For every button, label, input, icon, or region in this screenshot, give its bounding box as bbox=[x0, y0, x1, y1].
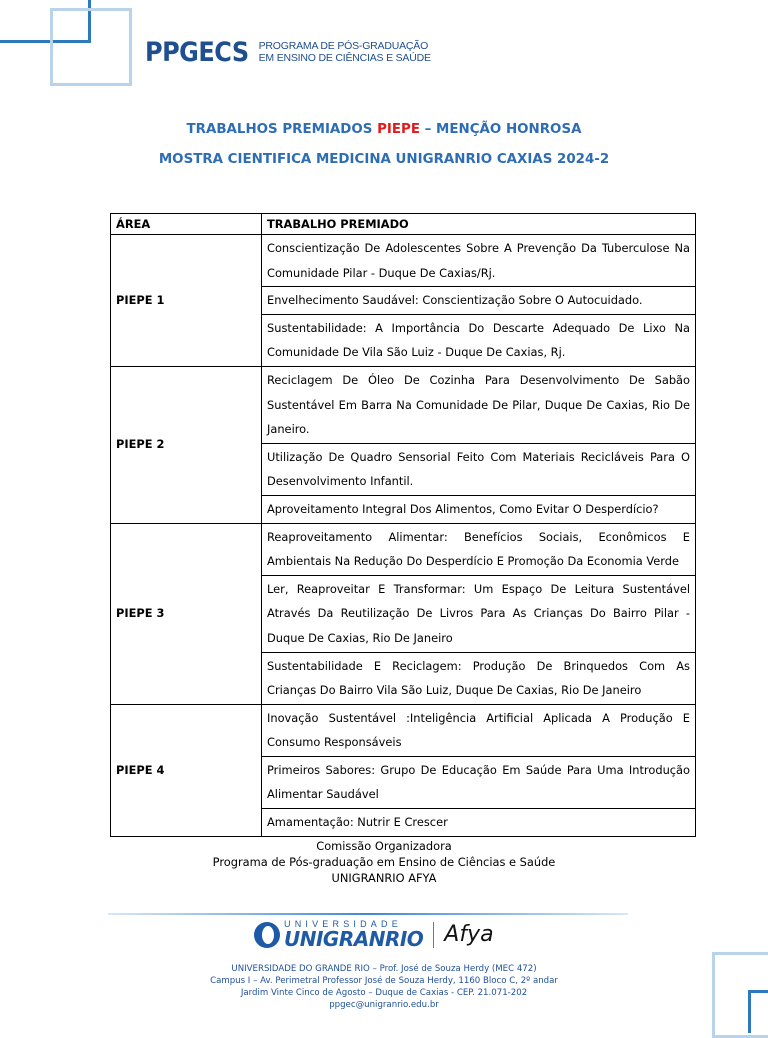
area-cell: PIEPE 3 bbox=[111, 523, 262, 704]
address-line1: UNIVERSIDADE DO GRANDE RIO – Prof. José de Souza Herdy (MEC 472) bbox=[231, 964, 537, 974]
logo-subtitle-line1: PROGRAMA DE PÓS-GRADUAÇÃO bbox=[258, 40, 429, 52]
afya-wordmark: Afya bbox=[444, 922, 494, 947]
footer-divider bbox=[108, 913, 628, 915]
title-highlight: PIEPE bbox=[377, 122, 421, 137]
logo-separator bbox=[433, 922, 434, 948]
awarded-work-cell: Sustentabilidade: A Importância Do Descarte Adequado De Lixo Na Comunidade De Vila São Luiz - Duque De Caxias, Rj. bbox=[262, 314, 696, 366]
header-area: ÁREA bbox=[111, 214, 262, 235]
document-subtitle: MOSTRA CIENTIFICA MEDICINA UNIGRANRIO CAXIAS 2024-2 bbox=[158, 152, 610, 167]
unigranrio-emblem-icon bbox=[254, 922, 280, 948]
contact-email[interactable]: ppgec@unigranrio.edu.br bbox=[329, 1000, 439, 1010]
address-block bbox=[0, 963, 768, 1011]
header-work: TRABALHO PREMIADO bbox=[262, 214, 696, 235]
table-row bbox=[111, 366, 696, 443]
table-row bbox=[111, 235, 696, 287]
title-suffix: – MENÇÃO HONROSA bbox=[420, 122, 582, 137]
awarded-work-cell: Sustentabilidade E Reciclagem: Produção De Brinquedos Com As Crianças Do Bairro Vila São Luiz, Duque De Caxias, Rio De Janeiro bbox=[262, 652, 696, 704]
area-cell: PIEPE 4 bbox=[111, 704, 262, 836]
awards-table-body bbox=[111, 214, 696, 837]
unigranrio-afya-logo bbox=[254, 920, 494, 949]
signature-line3: UNIGRANRIO AFYA bbox=[331, 871, 437, 885]
awarded-work-cell: Ler, Reaproveitar E Transformar: Um Espaço De Leitura Sustentável Através Da Reutilização De Livros Para As Crianças Do Bairro Pilar - Duque De Caxias, Rio De Janeiro bbox=[262, 575, 696, 652]
awarded-work-cell: Envelhecimento Saudável: Conscientização Sobre O Autocuidado. bbox=[262, 287, 696, 315]
universidade-label: UNIVERSIDADE bbox=[284, 919, 402, 929]
awarded-work-cell: Primeiros Sabores: Grupo De Educação Em Saúde Para Uma Introdução Alimentar Saudável bbox=[262, 756, 696, 808]
logo-mark: PPGECS bbox=[145, 36, 249, 68]
awarded-work-cell: Amamentação: Nutrir E Crescer bbox=[262, 809, 696, 837]
area-cell: PIEPE 2 bbox=[111, 366, 262, 523]
title-prefix: TRABALHOS PREMIADOS bbox=[186, 122, 378, 137]
signature-line2: Programa de Pós-graduação em Ensino de Ciências e Saúde bbox=[212, 855, 556, 869]
table-header-row bbox=[111, 214, 696, 235]
awarded-work-cell: Reaproveitamento Alimentar: Benefícios Sociais, Econômicos E Ambientais Na Redução Do Desperdício E Promoção Da Economia Verde bbox=[262, 523, 696, 575]
logo-subtitle bbox=[259, 40, 431, 64]
awarded-work-cell: Utilização De Quadro Sensorial Feito Com Materiais Recicláveis Para O Desenvolvimento Infantil. bbox=[262, 443, 696, 495]
unigranrio-wordmark bbox=[284, 920, 423, 949]
awarded-work-cell: Reciclagem De Óleo De Cozinha Para Desenvolvimento De Sabão Sustentável Em Barra Na Comunidade De Pilar, Duque De Caxias, Rio De Janeiro. bbox=[262, 366, 696, 443]
signature-block bbox=[0, 838, 768, 886]
table-row bbox=[111, 523, 696, 575]
address-line3: Jardim Vinte Cinco de Agosto – Duque de Caxias - CEP. 21.071-202 bbox=[240, 988, 528, 998]
awarded-work-cell: Inovação Sustentável :Inteligência Artificial Aplicada A Produção E Consumo Responsáveis bbox=[262, 704, 696, 756]
logo-subtitle-line2: EM ENSINO DE CIÊNCIAS E SAÚDE bbox=[258, 52, 431, 64]
ppgecs-logo bbox=[145, 38, 431, 66]
area-cell: PIEPE 1 bbox=[111, 235, 262, 367]
awarded-work-cell: Aproveitamento Integral Dos Alimentos, Como Evitar O Desperdício? bbox=[262, 495, 696, 523]
decorative-frame-bottom-right bbox=[748, 990, 768, 1033]
decorative-square-top-left bbox=[50, 8, 132, 86]
awarded-work-cell: Conscientização De Adolescentes Sobre A Prevenção Da Tuberculose Na Comunidade Pilar - Duque De Caxias/Rj. bbox=[262, 235, 696, 287]
awards-table bbox=[110, 213, 696, 837]
table-row bbox=[111, 704, 696, 756]
unigranrio-label: UNIGRANRIO bbox=[284, 927, 424, 951]
address-line2: Campus I – Av. Perimetral Professor José de Souza Herdy, 1160 Bloco C, 2º andar bbox=[210, 976, 558, 986]
document-title bbox=[0, 122, 768, 137]
signature-line1: Comissão Organizadora bbox=[316, 839, 452, 853]
